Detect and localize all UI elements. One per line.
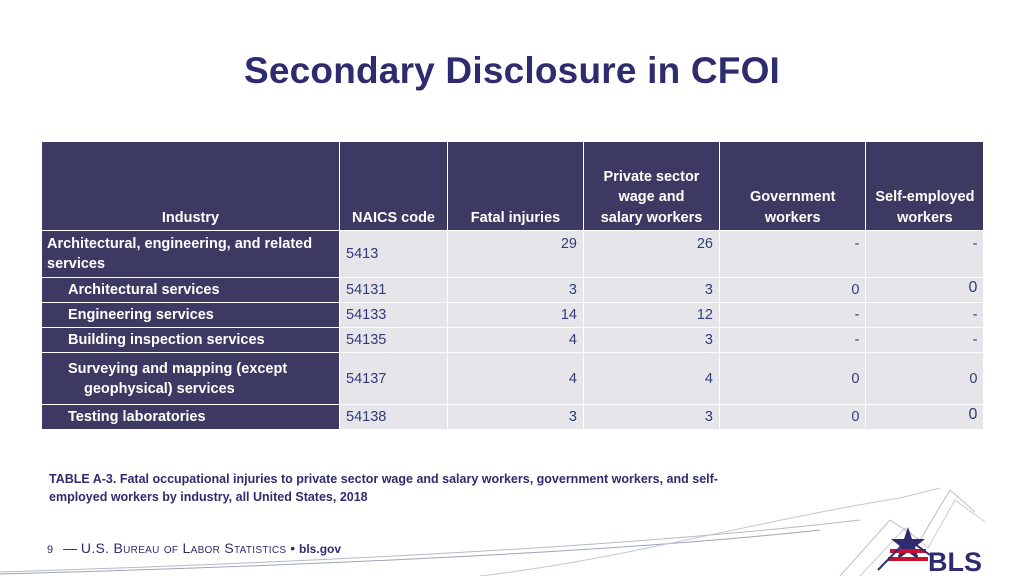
row-self-employed: 0 [866, 278, 984, 303]
row-naics: 54133 [340, 303, 448, 328]
table-header-row [42, 142, 984, 231]
row-naics: 54131 [340, 278, 448, 303]
header-self-employed: Self-employed workers [866, 142, 984, 231]
table-row [42, 231, 984, 278]
table-row [42, 353, 984, 405]
row-self-employed: 0 [866, 405, 984, 430]
row-private: 3 [584, 405, 720, 430]
row-government: - [720, 231, 866, 278]
table-caption: TABLE A-3. Fatal occupational injuries to private sector wage and salary workers, government workers, and self-employed workers by industry, all United States, 2018 [49, 472, 718, 504]
row-fatal: 3 [448, 278, 584, 303]
footer-dash: — [63, 540, 78, 556]
row-fatal: 29 [448, 231, 584, 278]
row-private: 26 [584, 231, 720, 278]
row-self-employed: - [866, 328, 984, 353]
row-industry: Surveying and mapping (except geophysical) services [42, 353, 340, 405]
row-fatal: 4 [448, 353, 584, 405]
fatal-injuries-table [41, 141, 984, 430]
header-fatal-injuries: Fatal injuries [448, 142, 584, 231]
table-row [42, 303, 984, 328]
row-fatal: 14 [448, 303, 584, 328]
row-naics: 5413 [340, 231, 448, 278]
header-government: Government workers [720, 142, 866, 231]
row-fatal: 4 [448, 328, 584, 353]
footer-site: bls.gov [299, 542, 342, 556]
footer [47, 540, 341, 556]
row-private: 12 [584, 303, 720, 328]
row-self-employed: - [866, 303, 984, 328]
row-government: - [720, 328, 866, 353]
bls-logo [868, 515, 988, 575]
table-row [42, 278, 984, 303]
header-naics-code: NAICS code [340, 142, 448, 231]
row-self-employed: 0 [866, 353, 984, 405]
row-private: 4 [584, 353, 720, 405]
header-private-sector: Private sector wage and salary workers [584, 142, 720, 231]
row-industry: Testing laboratories [42, 405, 340, 430]
row-naics: 54138 [340, 405, 448, 430]
row-naics: 54135 [340, 328, 448, 353]
page-title: Secondary Disclosure in CFOI [243, 50, 781, 91]
row-industry: Architectural services [42, 278, 340, 303]
row-private: 3 [584, 278, 720, 303]
row-government: 0 [720, 353, 866, 405]
footer-bullet: • [290, 540, 296, 556]
page-number: 9 [47, 544, 54, 556]
row-industry: Engineering services [42, 303, 340, 328]
star-icon [878, 527, 930, 570]
logo-text: BLS [928, 547, 982, 575]
table-row [42, 405, 984, 430]
row-self-employed: - [866, 231, 984, 278]
table-row [42, 328, 984, 353]
row-naics: 54137 [340, 353, 448, 405]
row-government: 0 [720, 278, 866, 303]
footer-org: U.S. Bureau of Labor Statistics [80, 540, 287, 556]
row-industry: Building inspection services [42, 328, 340, 353]
row-private: 3 [584, 328, 720, 353]
header-industry: Industry [42, 142, 340, 231]
row-government: 0 [720, 405, 866, 430]
row-industry: Architectural, engineering, and related services [42, 231, 340, 278]
row-fatal: 3 [448, 405, 584, 430]
row-government: - [720, 303, 866, 328]
